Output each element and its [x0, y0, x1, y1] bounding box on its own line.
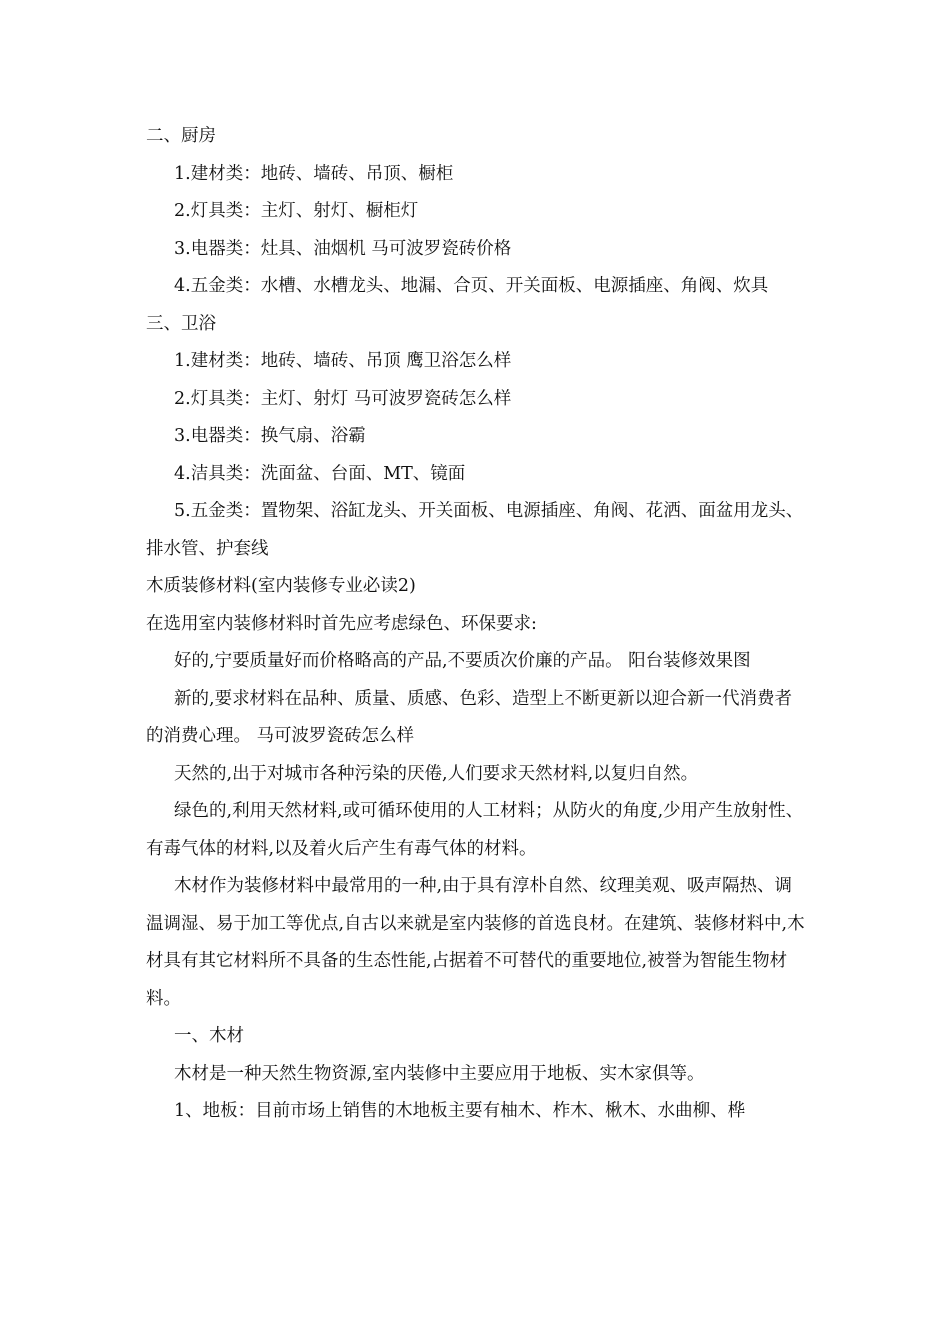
kitchen-item-building-materials: 1.建材类：地砖、墙砖、吊顶、橱柜 — [174, 163, 454, 184]
paragraph-new: 新的,要求材料在品种、质量、质感、色彩、造型上不断更新以迎合新一代消费者的消费心理。 马可波罗瓷砖怎么样 — [146, 688, 793, 746]
kitchen-heading: 二、厨房 — [146, 126, 216, 146]
kitchen-item-hardware: 4.五金类：水槽、水槽龙头、地漏、合页、开关面板、电源插座、角阀、炊具 — [174, 276, 769, 296]
paragraph-green: 绿色的,利用天然材料,或可循环使用的人工材料；从防火的角度,少用产生放射性、有毒气体的材料,以及着火后产生有毒气体的材料。 — [146, 801, 804, 859]
bathroom-item-hardware: 5.五金类：置物架、浴缸龙头、开关面板、电源插座、角阀、花洒、面盆用龙头、排水管、护套线 — [146, 501, 804, 559]
article-intro: 在选用室内装修材料时首先应考虑绿色、环保要求: — [146, 613, 537, 634]
bathroom-item-appliances: 3.电器类：换气扇、浴霸 — [174, 426, 366, 446]
bathroom-item-sanitary-ware: 4.洁具类：洗面盆、台面、MT、镜面 — [174, 463, 466, 484]
paragraph-quality: 好的,宁要质量好而价格略高的产品,不要质次价廉的产品。 阳台装修效果图 — [174, 651, 751, 671]
document-page — [146, 118, 806, 1131]
bathroom-item-building-materials: 1.建材类：地砖、墙砖、吊顶 鹰卫浴怎么样 — [174, 351, 512, 371]
bathroom-item-lighting: 2.灯具类：主灯、射灯 马可波罗瓷砖怎么样 — [174, 388, 512, 409]
bathroom-heading: 三、卫浴 — [146, 313, 216, 334]
kitchen-item-lighting: 2.灯具类：主灯、射灯、橱柜灯 — [174, 201, 419, 221]
wood-heading: 一、木材 — [174, 1026, 244, 1046]
article-title: 木质装修材料(室内装修专业必读2) — [146, 576, 416, 596]
paragraph-wood: 木材作为装修材料中最常用的一种,由于具有淳朴自然、纹理美观、吸声隔热、调温调湿、易于加工等优点,自古以来就是室内装修的首选良材。在建筑、装修材料中,木材具有其它材料所不具备的生态性能,占据着不可替代的重要地位,被誉为智能生物材料。 — [146, 876, 805, 1009]
floor-paragraph: 1、地板：目前市场上销售的木地板主要有柚木、柞木、楸木、水曲柳、桦 — [174, 1101, 746, 1121]
wood-intro: 木材是一种天然生物资源,室内装修中主要应用于地板、实木家俱等。 — [174, 1063, 705, 1084]
paragraph-natural: 天然的,出于对城市各种污染的厌倦,人们要求天然材料,以复归自然。 — [174, 763, 699, 784]
kitchen-item-appliances: 3.电器类：灶具、油烟机 马可波罗瓷砖价格 — [174, 238, 512, 259]
